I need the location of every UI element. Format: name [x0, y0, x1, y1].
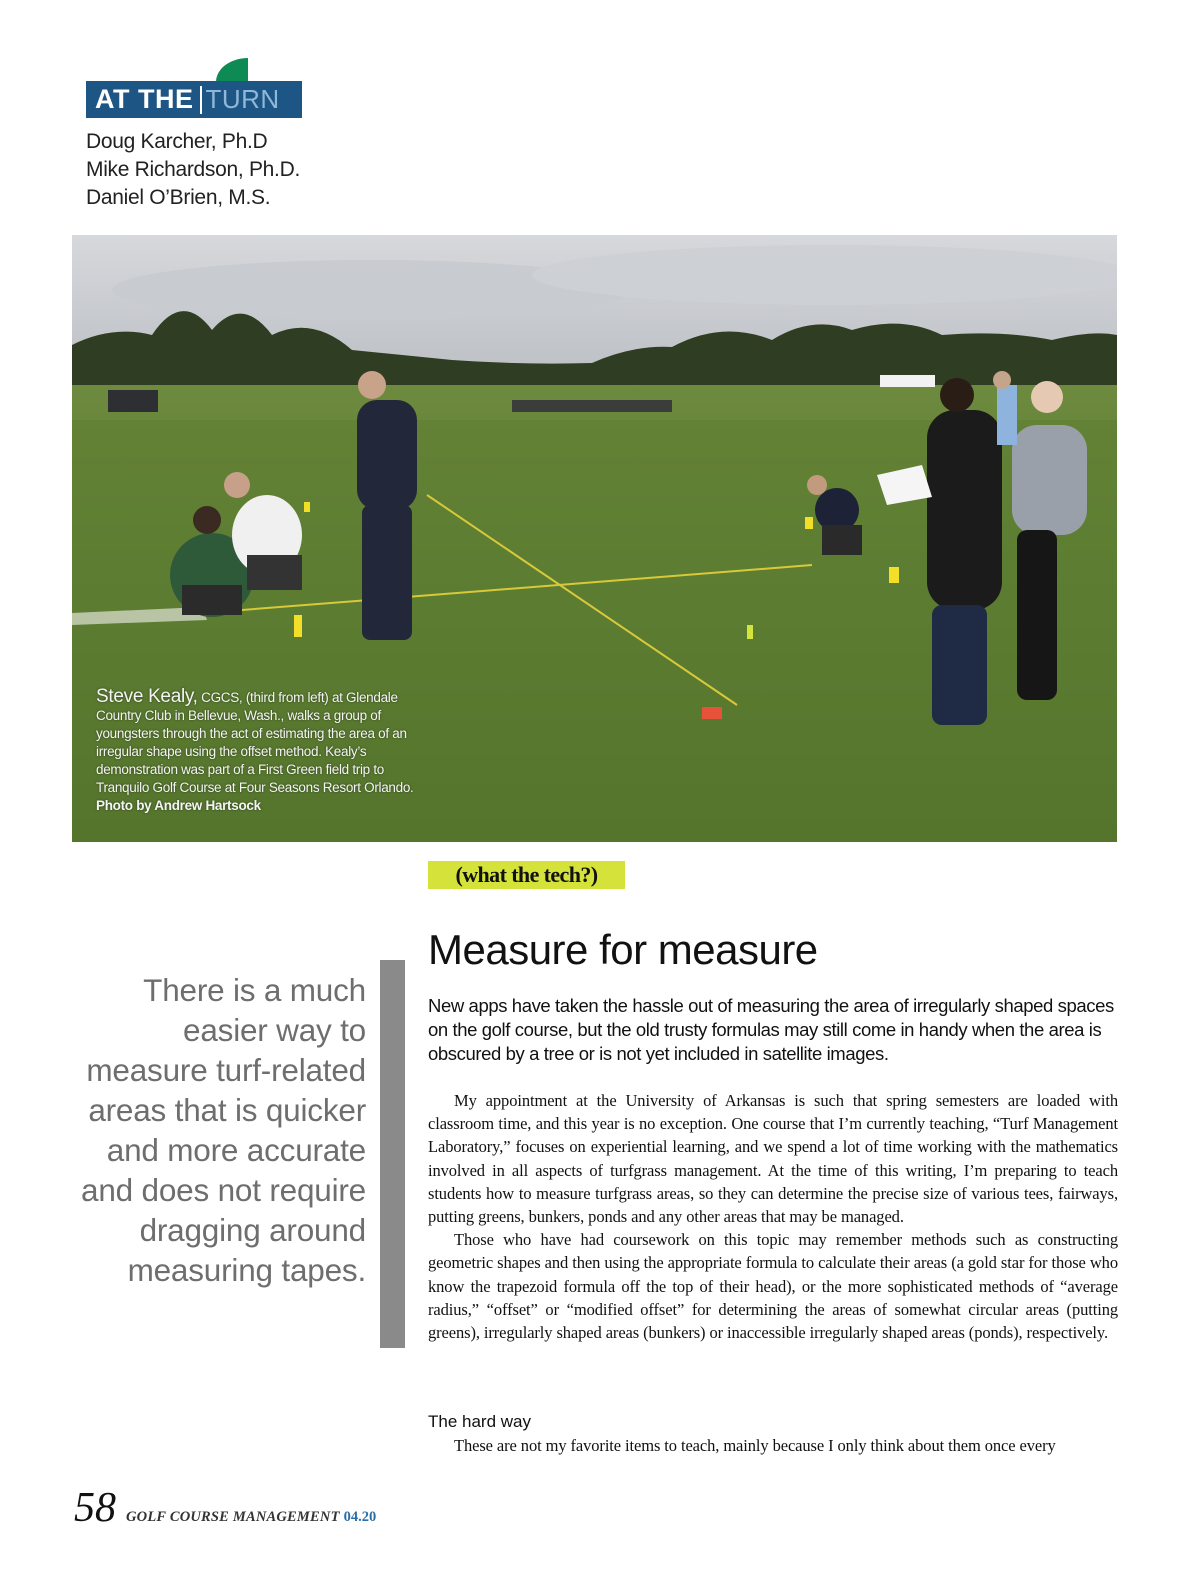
author-name: Daniel O’Brien, M.S.	[86, 186, 271, 209]
issue-date: 04.20	[343, 1509, 377, 1525]
logo-light-text: TURN	[205, 84, 280, 114]
caption-subject: Steve Kealy,	[96, 686, 198, 707]
section-tag: (what the tech?)	[428, 861, 625, 889]
logo-leaf-icon	[216, 58, 248, 82]
caption-text: CGCS, (third from left) at Glendale Country Club in Bellevue, Wash., walks a group of youngsters through the act of estimating the area of an irregular shape using the offset method. Kealy’s demonstration was part of a First Green field trip to Tranquilo Golf Course at Four Seasons Resort Orlando.	[96, 690, 414, 795]
photo-credit: Photo by Andrew Hartsock	[96, 798, 261, 813]
author-name: Mike Richardson, Ph.D.	[86, 158, 300, 181]
page-number: 58	[74, 1485, 116, 1531]
logo-bold-text: AT THE	[95, 84, 194, 114]
article-subhead: The hard way	[428, 1412, 531, 1431]
article-headline: Measure for measure	[428, 926, 818, 973]
author-name: Doug Karcher, Ph.D	[86, 130, 268, 153]
body-paragraph: Those who have had coursework on this topic may remember methods such as constructing geometric shapes and then using the appropriate formula to calculate their areas (a gold star for those who know the trapezoid formula off the top of their head), or the more sophisticated methods of “average radius,” “offset” or “modified offset” for determining the areas of somewhat circular areas (putting greens), irregularly shaped areas (bunkers) or inaccessible irregularly shaped areas (ponds), respectively.	[428, 1230, 1118, 1343]
pull-quote-bar	[380, 960, 405, 1348]
magazine-name: GOLF COURSE MANAGEMENT	[126, 1509, 340, 1525]
pull-quote: There is a much easier way to measure turf-related areas that is quicker and more accurate and does not require dragging around measuring tapes.	[81, 972, 366, 1288]
section-logo	[86, 58, 302, 120]
body-paragraph: These are not my favorite items to teach, mainly because I only think about them once every	[454, 1436, 1056, 1455]
photo-caption	[96, 688, 426, 815]
author-list	[86, 128, 300, 212]
logo-divider	[200, 86, 202, 114]
page-footer	[74, 1484, 376, 1532]
logo-bar	[86, 81, 302, 118]
body-paragraph: My appointment at the University of Arkansas is such that spring semesters are loaded with classroom time, and this year is no exception. One course that I’m currently teaching, “Turf Management Laboratory,” focuses on experiential learning, and we spend a lot of time working with the mathematics involved in all aspects of turfgrass management. At the time of this writing, I’m preparing to teach students how to measure turfgrass areas, so they can determine the precise size of various tees, fairways, putting greens, bunkers, ponds and any other areas that may be managed.	[428, 1091, 1118, 1227]
article-body	[428, 1089, 1118, 1344]
article-deck: New apps have taken the hassle out of measuring the area of irregularly shaped spaces on the golf course, but the old trusty formulas may still come in handy when the area is obscured by a tree or is not yet included in satellite images.	[428, 995, 1114, 1064]
